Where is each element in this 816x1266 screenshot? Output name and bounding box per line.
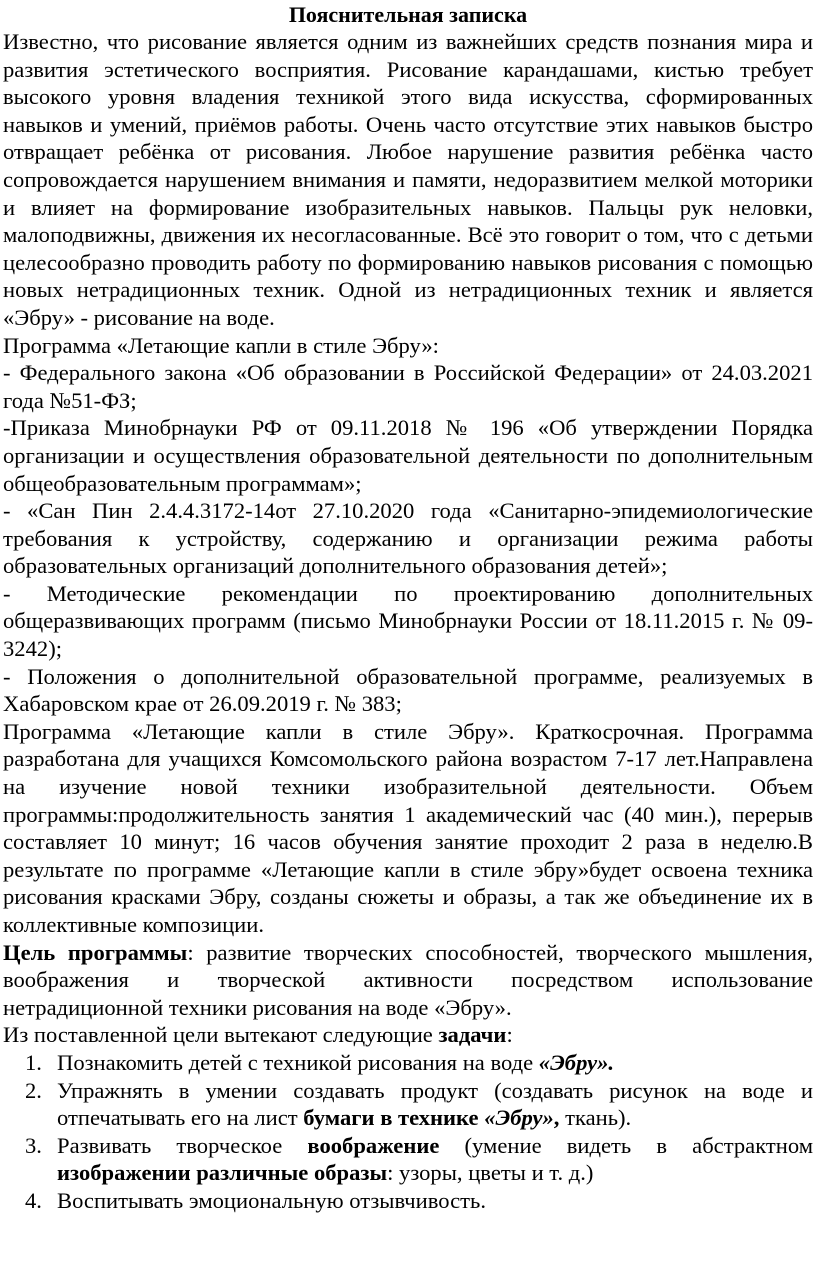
legal-item: - «Сан Пин 2.4.4.3172-14от 27.10.2020 года «Санитарно-эпидемиологические требования к устройству, содержанию и организации режима работы образовательных организаций дополнительного образования детей»; [3,498,813,579]
task-item [3,1077,813,1132]
task-text-part: (умение видеть в абстрактном [439,1132,813,1158]
goal-text: : развитие творческих способностей, творческого мышления, воображения и творческой активности посредством использование нетрадиционной техники рисования на воде «Эбру». [3,939,813,1020]
document-page [3,2,813,1215]
intro-paragraph: Известно, что рисование является одним из важнейших средств познания мира и развития эстетического восприятия. Рисование карандашами, кистью требует высокого уровня владения техникой этого вида искусства, сформированных навыков и умений, приёмов работы. Очень часто отсутствие этих навыков быстро отвращает ребёнка от рисования. Любое нарушение развития ребёнка часто сопровождается нарушением внимания и памяти, недоразвитием мелкой моторики и влияет на формирование изобразительных навыков. Пальцы рук неловки, малоподвижны, движения их несогласованные. Всё это говорит о том, что с детьми целесообразно проводить работу по формированию навыков рисования с помощью новых нетрадиционных техник. Одной из нетрадиционных техник и является «Эбру» - рисование на воде. [3,29,813,330]
tasks-intro-text: Из поставленной цели вытекают следующие [3,1022,439,1048]
task-item [3,1187,813,1215]
task-text-part: , [553,1105,560,1131]
task-text-part: Воспитывать эмоциональную отзывчивость. [57,1187,486,1213]
task-text-part: изображении различные образы [57,1160,388,1186]
legal-item: - Федерального закона «Об образовании в Российской Федерации» от 24.03.2021 года №51-ФЗ; [3,360,813,413]
task-number: 3. [25,1132,42,1158]
legal-item: - Положения о дополнительной образовательной программе, реализуемых в Хабаровском крае от 26.09.2019 г. № 383; [3,663,813,717]
task-item [3,1049,813,1077]
task-text-part: бумаги в технике [303,1105,485,1131]
legal-item: -Приказа Минобрнауки РФ от 09.11.2018 № 196 «Об утверждении Порядка организации и осуществления образовательной деятельности по дополнительным общеобразовательным программам»; [3,415,813,496]
task-text-part: Упражнять в умении создавать продукт (создавать рисунок на воде и отпечатывать его на лист [57,1077,813,1131]
task-number: 1. [25,1049,42,1075]
tasks-intro-colon: : [506,1022,513,1048]
goal-label: Цель программы [3,939,188,965]
program-heading: Программа «Летающие капли в стиле Эбру»: [3,332,439,358]
tasks-intro [3,1021,813,1049]
task-text-part: : узоры, цветы и т. д.) [387,1160,594,1186]
task-number: 4. [25,1187,42,1213]
task-text-part: ткань). [559,1105,632,1131]
tasks-list [3,1049,813,1215]
task-text-part: Познакомить детей с техникой рисования на воде [57,1049,539,1075]
task-text-part: Развивать творческое [57,1132,308,1158]
task-text-part: воображение [307,1132,440,1158]
task-text-part: «Эбру». [538,1049,615,1075]
task-item [3,1132,813,1187]
program-description: Программа «Летающие капли в стиле Эбру». Краткосрочная. Программа разработана для учащихся Комсомольского района возрастом 7-17 лет.Направлена на изучение новой техники изобразительной деятельности. Объем программы:продолжительность занятия 1 академический час (40 мин.), перерыв составляет 10 минут; 16 часов обучения занятие проходит 2 раза в неделю.В результате по программе «Летающие капли в стиле эбру»будет освоена техника рисования красками Эбру, созданы сюжеты и образы, а так же объединение их в коллективные композиции. [3,718,813,937]
task-text-part: «Эбру» [484,1105,554,1131]
task-number: 2. [25,1077,42,1103]
document-title: Пояснительная записка [288,2,528,27]
goal-paragraph [3,939,813,1022]
legal-item: - Методические рекомендации по проектированию дополнительных общеразвивающих программ (письмо Минобрнауки России от 18.11.2015 г. № 09-3242); [3,580,813,662]
tasks-intro-bold: задачи [438,1022,507,1048]
